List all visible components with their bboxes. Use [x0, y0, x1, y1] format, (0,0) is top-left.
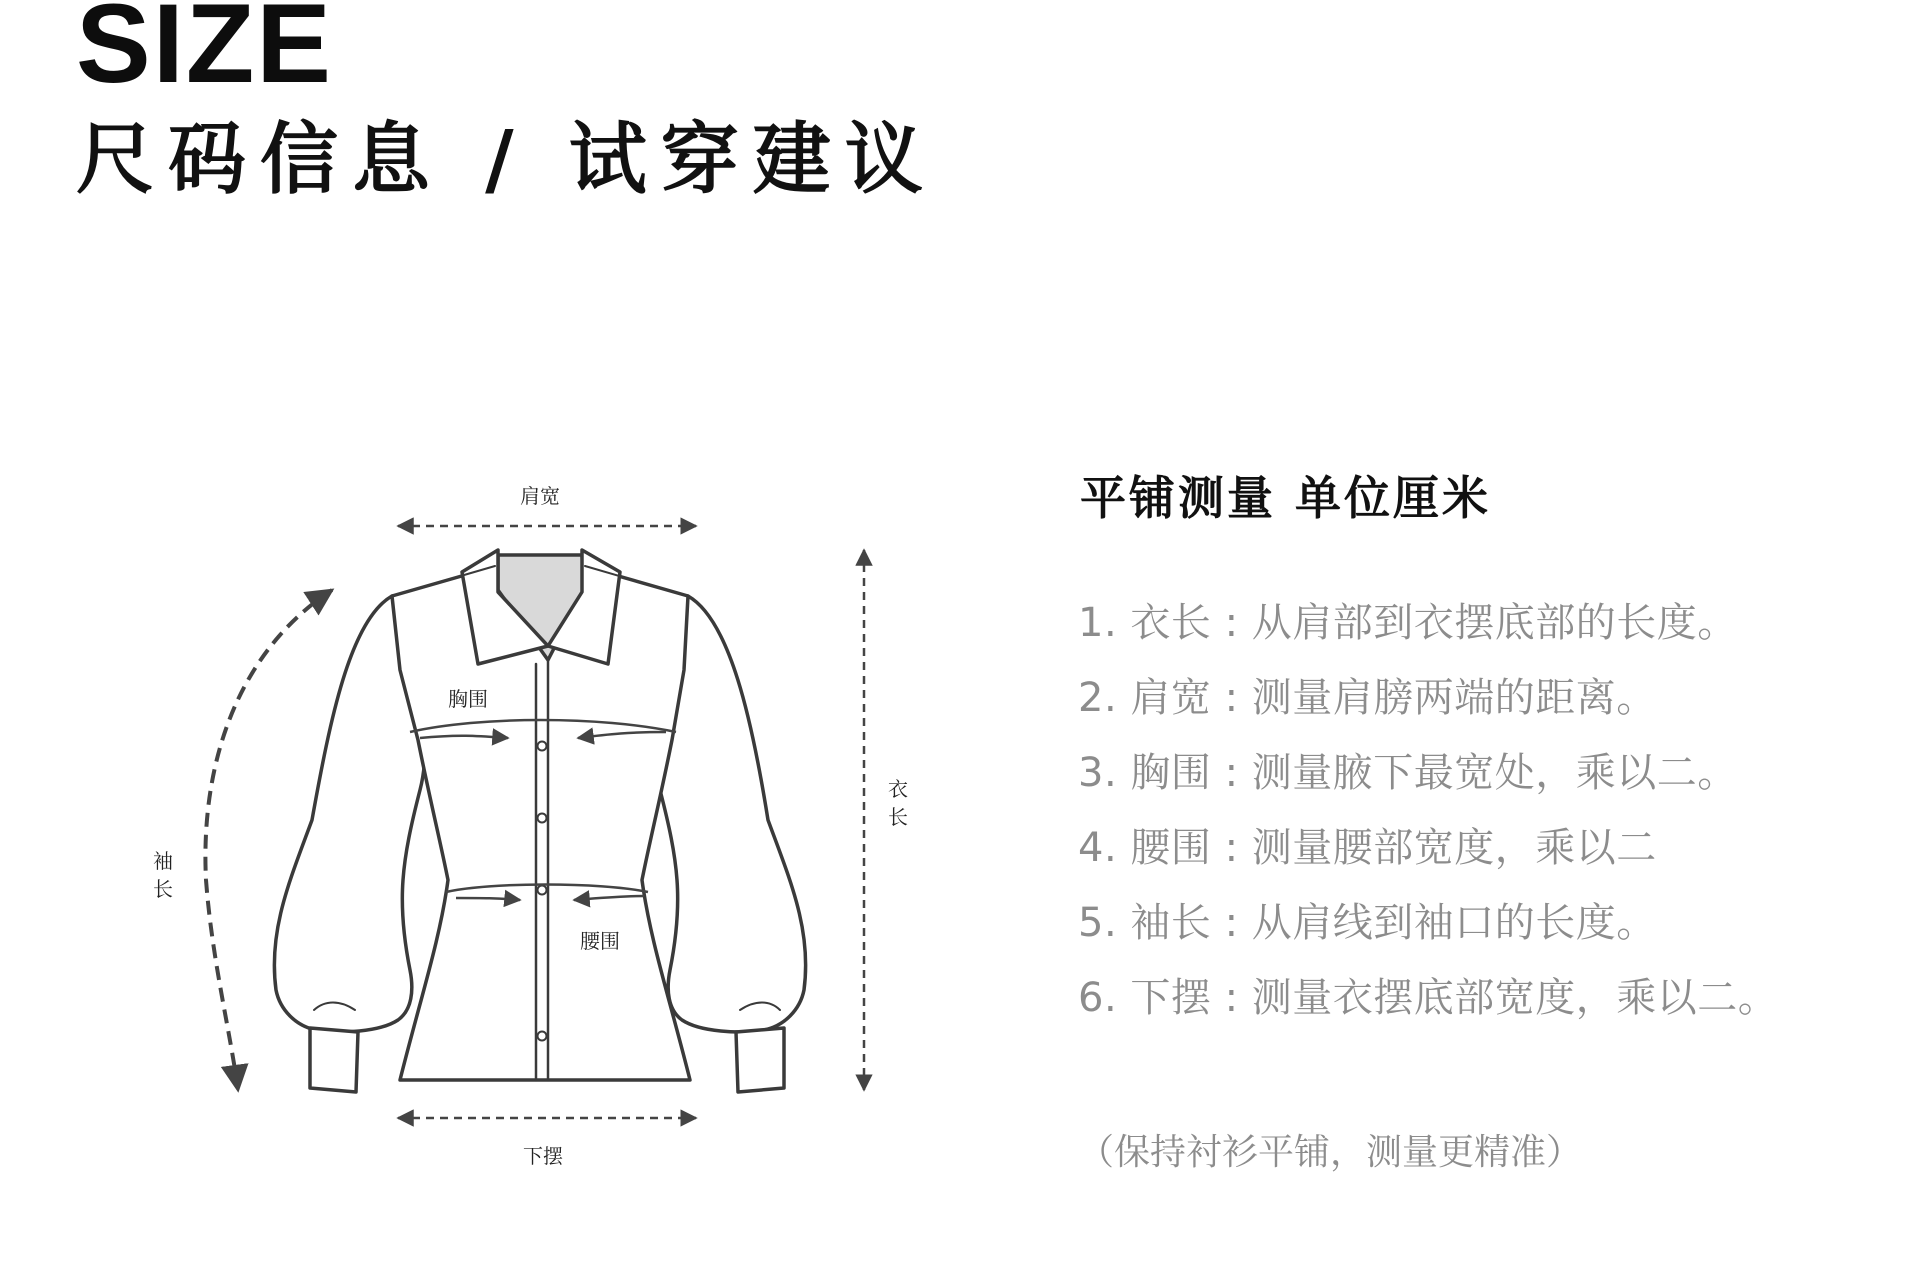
waist-label: 腰围 [580, 929, 620, 953]
button [538, 814, 547, 823]
page-title-en: SIZE [76, 0, 333, 106]
measurement-panel [1078, 462, 1898, 1175]
shoulder-label: 肩宽 [520, 484, 560, 508]
list-item: 3. 胸围 : 测量腋下最宽处，乘以二。 [1078, 750, 1738, 796]
sleeve-label-top: 袖 [153, 849, 173, 873]
chest-label: 胸围 [448, 687, 488, 711]
page-title-cn: 尺码信息 / 试穿建议 [76, 115, 937, 205]
left-cuff [310, 1028, 358, 1092]
list-item: 6. 下摆 : 测量衣摆底部宽度，乘以二。 [1078, 975, 1779, 1021]
list-item: 4. 腰围 : 测量腰部宽度，乘以二 [1078, 825, 1657, 871]
button [538, 886, 547, 895]
hem-label: 下摆 [523, 1144, 563, 1168]
sleeve-label-bottom: 长 [153, 877, 173, 901]
length-label-top: 衣 [888, 777, 908, 801]
button [538, 742, 547, 751]
shirt-diagram [0, 440, 980, 1180]
button [538, 1032, 547, 1041]
footnote: （保持衬衫平铺，测量更精准） [1078, 1132, 1583, 1173]
panel-heading: 平铺测量 单位厘米 [1080, 471, 1492, 525]
length-label-bottom: 长 [888, 805, 908, 829]
right-cuff [736, 1028, 784, 1092]
list-item: 5. 袖长 : 从肩线到袖口的长度。 [1078, 900, 1657, 946]
list-item: 2. 肩宽 : 测量肩膀两端的距离。 [1078, 675, 1657, 721]
measurement-list [1078, 586, 1898, 1036]
list-item: 1. 衣长 : 从肩部到衣摆底部的长度。 [1078, 600, 1738, 646]
